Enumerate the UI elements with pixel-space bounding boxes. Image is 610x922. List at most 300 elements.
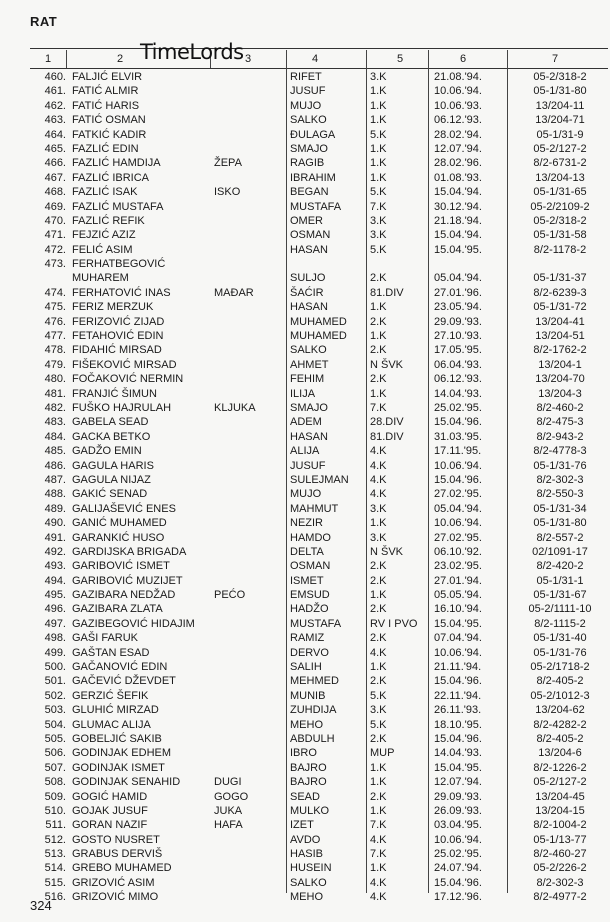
record-reference: 05-2/1012-3 (530, 689, 590, 702)
record-name: GAČEVIĆ DŽEVDET (72, 675, 176, 688)
record-name: FELIĆ ASIM (72, 243, 133, 256)
record-unit: 4.K (370, 488, 387, 501)
record-reference: 8/2-943-2 (536, 430, 584, 443)
record-reference: 13/204-45 (535, 790, 585, 803)
record-reference: 05-1/31-76 (533, 459, 587, 472)
record-unit: 2.K (370, 272, 387, 285)
record-date: 29.09.'93. (434, 790, 482, 803)
record-date: 27.02.'95. (434, 488, 482, 501)
record-unit: MUP (370, 747, 395, 760)
record-unit: 1.K (370, 517, 387, 530)
table-row (30, 70, 608, 84)
record-father-name: HUSEIN (290, 862, 332, 875)
record-name: FATIĆ ALMIR (72, 85, 139, 98)
record-father-name: SEAD (290, 790, 320, 803)
record-reference: 13/204-6 (538, 747, 582, 760)
record-reference: 05-1/13-77 (533, 833, 587, 846)
record-father-name: RAGIB (290, 157, 325, 170)
table-row (30, 171, 608, 185)
record-date: 05.04.'94. (434, 272, 482, 285)
record-number: 470. (44, 214, 66, 227)
record-unit: 5.K (370, 718, 387, 731)
record-unit: 1.K (370, 589, 387, 602)
record-unit: 7.K (370, 819, 387, 832)
record-number: 506. (44, 747, 66, 760)
record-date: 28.02.'96. (434, 157, 482, 170)
table-row (30, 128, 608, 142)
record-date: 30.12.'94. (434, 200, 482, 213)
record-father-name: MUHAMED (290, 315, 347, 328)
table-row (30, 790, 608, 804)
table-row (30, 99, 608, 113)
record-name: FOČAKOVIĆ NERMIN (72, 373, 184, 386)
record-name: FERIZOVIĆ ZIJAD (72, 315, 165, 328)
record-number: 486. (44, 459, 66, 472)
record-unit: 5.K (370, 128, 387, 141)
record-unit: 4.K (370, 445, 387, 458)
record-unit: 3.K (370, 214, 387, 227)
record-reference: 05-1/31-80 (533, 517, 587, 530)
record-name: FERIZ MERZUK (72, 301, 154, 314)
record-father-name: HASAN (290, 301, 328, 314)
record-date: 10.06.'94. (434, 833, 482, 846)
record-reference: 8/2-557-2 (536, 531, 584, 544)
record-number: 507. (44, 761, 66, 774)
record-date: 07.04.'94. (434, 632, 482, 645)
header-rule (30, 68, 608, 69)
record-unit: 7.K (370, 848, 387, 861)
record-father-name: MUJO (290, 488, 322, 501)
column-header-1: 1 (44, 53, 52, 65)
record-name: FALJIĆ ELVIR (72, 71, 143, 83)
table-row (30, 329, 608, 343)
record-reference: 05-2/2109-2 (530, 200, 590, 213)
table-row (30, 415, 608, 429)
record-father-name: AHMET (290, 358, 329, 371)
record-name: GOJAK JUSUF (72, 804, 148, 817)
record-father-name: EMSUD (290, 589, 330, 602)
record-reference: 13/204-70 (535, 373, 585, 386)
record-unit: 2.K (370, 315, 387, 328)
record-unit: 4.K (370, 833, 387, 846)
record-reference: 05-1/31-9 (536, 128, 584, 141)
record-nickname: PEĆO (214, 589, 246, 602)
record-number: 465. (44, 142, 66, 155)
record-number: 491. (44, 531, 66, 544)
record-number: 474. (44, 286, 66, 299)
record-number: 509. (44, 790, 66, 803)
record-date: 10.06.'94. (434, 646, 482, 659)
record-reference: 05-1/31-67 (533, 589, 587, 602)
record-unit: 1.K (370, 387, 387, 400)
table-row (30, 761, 608, 775)
record-number: 504. (44, 718, 66, 731)
record-nickname: KLJUKA (214, 401, 256, 414)
record-date: 15.04.'94. (434, 229, 482, 242)
record-name: GAZIBEGOVIĆ HIDAJIM (72, 617, 195, 630)
table-row (30, 861, 608, 875)
record-reference: 02/1091-17 (532, 545, 588, 558)
record-father-name: SALKO (290, 876, 327, 889)
record-date: 21.08.'94. (434, 71, 482, 83)
table-row (30, 502, 608, 516)
record-number: 471. (44, 229, 66, 242)
record-number: 515. (44, 876, 66, 889)
record-father-name: MEHO (290, 718, 323, 731)
record-number: 496. (44, 603, 66, 616)
record-number: 461. (44, 85, 66, 98)
record-name: GOGIĆ HAMID (72, 790, 148, 803)
record-reference: 05-1/31-37 (533, 272, 587, 285)
record-unit: 2.K (370, 373, 387, 386)
record-name: FATIĆ HARIS (72, 99, 140, 112)
record-nickname: ISKO (214, 186, 241, 199)
record-unit: 7.K (370, 200, 387, 213)
table-row (30, 214, 608, 228)
record-father-name: JUSUF (290, 85, 326, 98)
record-father-name: ĐULAGA (290, 128, 336, 141)
record-father-name: IBRAHIM (290, 171, 336, 184)
record-reference: 13/204-71 (535, 114, 585, 127)
record-number: 503. (44, 704, 66, 717)
record-date: 05.05.'94. (434, 589, 482, 602)
record-reference: 13/204-1 (538, 358, 582, 371)
record-name: FERHATBEGOVIĆ (72, 258, 166, 271)
record-father-name: OMER (290, 214, 323, 227)
record-father-name: MULKO (290, 804, 330, 817)
record-reference: 05-1/31-34 (533, 502, 587, 515)
record-number: 460. (44, 71, 66, 83)
record-father-name: MAHMUT (290, 502, 339, 515)
record-name: FAZLIĆ ISAK (72, 186, 138, 199)
table-row (30, 84, 608, 98)
record-father-name: MEHMED (290, 675, 339, 688)
record-unit: 1.K (370, 761, 387, 774)
record-unit: 1.K (370, 157, 387, 170)
record-number: 499. (44, 646, 66, 659)
record-nickname: HAFA (214, 819, 243, 832)
record-unit: 81.DIV (370, 286, 404, 299)
record-date: 12.07.'94. (434, 776, 482, 789)
record-number: 468. (44, 186, 66, 199)
record-father-name: SALKO (290, 344, 327, 357)
record-name: GLUHIĆ MIRZAD (72, 704, 159, 717)
table-row (30, 142, 608, 156)
record-list (30, 70, 608, 905)
record-reference: 05-2/127-2 (533, 142, 587, 155)
record-father-name: SULEJMAN (290, 473, 349, 486)
record-reference: 13/204-62 (535, 704, 585, 717)
table-row (30, 703, 608, 717)
record-number: 508. (44, 776, 66, 789)
record-reference: 05-1/31-65 (533, 186, 587, 199)
page-number: 324 (30, 898, 52, 913)
record-father-name: AVDO (290, 833, 321, 846)
record-unit: 5.K (370, 186, 387, 199)
column-header-5: 5 (396, 53, 404, 65)
record-date: 10.06.'94. (434, 85, 482, 98)
record-reference: 05-1/31-76 (533, 646, 587, 659)
table-row (30, 473, 608, 487)
record-name: GABELA SEAD (72, 416, 149, 429)
record-father-name: SALKO (290, 114, 327, 127)
record-unit: 2.K (370, 603, 387, 616)
record-father-name: ŠAĆIR (290, 286, 324, 299)
record-number: 510. (44, 804, 66, 817)
record-date: 25.02.'95. (434, 848, 482, 861)
record-unit: N ŠVK (370, 545, 404, 558)
record-reference: 05-1/31-40 (533, 632, 587, 645)
record-unit: 1.K (370, 776, 387, 789)
record-date: 17.05.'95. (434, 344, 482, 357)
table-row (30, 300, 608, 314)
record-number: 463. (44, 114, 66, 127)
table-row (30, 531, 608, 545)
record-number: 478. (44, 344, 66, 357)
record-reference: 05-2/1111-10 (528, 603, 592, 616)
record-unit: 2.K (370, 790, 387, 803)
record-name: GARANKIĆ HUSO (72, 531, 165, 544)
record-number: 500. (44, 661, 66, 674)
record-father-name: MUNIB (290, 689, 326, 702)
record-date: 25.02.'95. (434, 401, 482, 414)
record-date: 23.05.'94. (434, 301, 482, 314)
record-date: 18.10.'95. (434, 718, 482, 731)
record-date: 27.02.'95. (434, 531, 482, 544)
column-header-2: 2 (116, 53, 124, 65)
record-unit: 5.K (370, 689, 387, 702)
record-name: FERHATOVIĆ INAS (72, 286, 171, 299)
record-reference: 13/204-41 (535, 315, 585, 328)
record-name: GAŠI FARUK (72, 632, 139, 645)
record-name: GAŠTAN ESAD (72, 646, 150, 659)
record-name: FIDAHIĆ MIRSAD (72, 344, 162, 357)
column-header-row (30, 50, 608, 68)
column-header-7: 7 (551, 53, 559, 65)
record-father-name: ALIJA (290, 445, 320, 458)
record-name: GAZIBARA ZLATA (72, 603, 163, 616)
table-row (30, 818, 608, 832)
record-unit: 1.K (370, 804, 387, 817)
record-reference: 8/2-4282-2 (533, 718, 587, 731)
column-header-4: 4 (311, 53, 319, 65)
table-row (30, 689, 608, 703)
record-reference: 8/2-460-2 (536, 401, 584, 414)
record-name: GAČANOVIĆ EDIN (72, 661, 168, 674)
record-reference: 13/204-11 (535, 99, 585, 112)
table-row (30, 271, 608, 285)
record-reference: 8/2-420-2 (536, 560, 584, 573)
record-unit: 2.K (370, 632, 387, 645)
record-date: 01.08.'93. (434, 171, 482, 184)
record-date: 26.09.'93. (434, 804, 482, 817)
record-reference: 8/2-302-3 (536, 876, 584, 889)
record-reference: 05-2/127-2 (533, 776, 587, 789)
table-row (30, 343, 608, 357)
table-row (30, 487, 608, 501)
record-name: FATKIĆ KADIR (72, 128, 147, 141)
record-name: GACKA BETKO (72, 430, 151, 443)
record-reference: 05-1/31-72 (533, 301, 587, 314)
table-row (30, 200, 608, 214)
record-father-name: HADŽO (290, 603, 329, 616)
record-date: 15.04.'95. (434, 761, 482, 774)
record-number: 466. (44, 157, 66, 170)
record-name: FAZLIĆ IBRICA (72, 171, 150, 184)
table-row (30, 876, 608, 890)
record-number: 511. (45, 819, 66, 832)
record-name: GARDIJSKA BRIGADA (72, 545, 187, 558)
record-nickname: GOGO (214, 790, 249, 803)
record-name: GOSTO NUSRET (72, 833, 160, 846)
record-date: 16.10.'94. (434, 603, 482, 616)
record-reference: 8/2-1762-2 (533, 344, 587, 357)
record-name: GARIBOVIĆ MUZIJET (72, 574, 183, 587)
record-name: GREBO MUHAMED (72, 862, 172, 875)
record-date: 28.02.'94. (434, 128, 482, 141)
record-number: 489. (44, 502, 66, 515)
table-row (30, 674, 608, 688)
record-unit: 2.K (370, 732, 387, 745)
record-father-name: SMAJO (290, 142, 328, 155)
record-father-name: SALIH (290, 661, 322, 674)
record-name: GANIĆ MUHAMED (72, 517, 167, 530)
record-father-name: DERVO (290, 646, 329, 659)
record-father-name: HASAN (290, 430, 328, 443)
record-unit: 4.K (370, 891, 387, 904)
record-reference: 8/2-1115-2 (534, 617, 586, 630)
record-date: 26.11.'93. (434, 704, 482, 717)
record-father-name: BAJRO (290, 776, 327, 789)
record-number: 484. (44, 430, 66, 443)
table-row (30, 228, 608, 242)
record-name: GALIJAŠEVIĆ ENES (72, 502, 176, 515)
record-date: 14.04.'93. (434, 387, 482, 400)
record-number: 487. (44, 473, 66, 486)
table-row (30, 286, 608, 300)
record-unit: 1.K (370, 171, 387, 184)
table-row (30, 602, 608, 616)
table-row (30, 775, 608, 789)
record-unit: 1.K (370, 85, 387, 98)
record-reference: 05-2/318-2 (533, 214, 587, 227)
record-number: 469. (44, 200, 66, 213)
record-father-name: RIFET (290, 71, 322, 83)
table-row (30, 372, 608, 386)
table-row (30, 732, 608, 746)
record-number: 516. (44, 891, 66, 904)
record-unit: 1.K (370, 862, 387, 875)
record-number: 480. (44, 373, 66, 386)
record-reference: 13/204-51 (535, 330, 585, 343)
record-unit: 1.K (370, 301, 387, 314)
record-reference: 8/2-475-3 (536, 416, 584, 429)
table-row (30, 588, 608, 602)
record-father-name: ISMET (290, 574, 324, 587)
record-father-name: MUHAMED (290, 330, 347, 343)
table-row (30, 156, 608, 170)
record-father-name: FEHIM (290, 373, 325, 386)
record-number: 497. (44, 617, 66, 630)
record-date: 06.12.'93. (434, 114, 482, 127)
record-name: GRABUS DERVIŠ (72, 848, 163, 861)
record-unit: 1.K (370, 99, 387, 112)
record-date: 06.12.'93. (434, 373, 482, 386)
record-date: 14.04.'93. (434, 747, 482, 760)
record-father-name: JUSUF (290, 459, 326, 472)
record-number: 483. (44, 416, 66, 429)
record-name: GARIBOVIĆ ISMET (72, 560, 170, 573)
record-father-name: RAMIZ (290, 632, 325, 645)
record-name: GORAN NAZIF (72, 819, 148, 832)
record-date: 21.18.'94. (434, 214, 482, 227)
record-number: 477. (44, 330, 66, 343)
record-father-name: BEGAN (290, 186, 329, 199)
table-row (30, 559, 608, 573)
table-row (30, 804, 608, 818)
record-reference: 8/2-1226-2 (533, 761, 587, 774)
record-unit: 3.K (370, 71, 387, 83)
record-reference: 8/2-1178-2 (533, 243, 587, 256)
record-date: 06.10.'92. (434, 545, 482, 558)
record-date: 27.01.'96. (434, 286, 482, 299)
record-reference: 8/2-6731-2 (533, 157, 587, 170)
record-reference: 13/204-3 (538, 387, 582, 400)
record-name: GRIZOVIĆ ASIM (72, 876, 155, 889)
record-date: 29.09.'93. (434, 315, 482, 328)
record-nickname: JUKA (214, 804, 243, 817)
record-nickname: MAĐAR (214, 286, 254, 299)
record-number: 475. (44, 301, 66, 314)
record-date: 21.11.'94. (434, 661, 482, 674)
record-father-name: MUJO (290, 99, 322, 112)
record-date: 17.11.'95. (434, 445, 482, 458)
record-unit: 2.K (370, 560, 387, 573)
record-reference: 8/2-550-3 (536, 488, 584, 501)
record-name: MUHAREM (72, 272, 129, 285)
record-name: GAGULA NIJAZ (72, 473, 151, 486)
table-row (30, 430, 608, 444)
column-header-3: 3 (244, 53, 252, 65)
record-name: FRANJIĆ ŠIMUN (72, 387, 157, 400)
record-date: 15.04.'95. (434, 243, 482, 256)
table-row (30, 847, 608, 861)
record-number: 472. (44, 243, 66, 256)
record-number: 501. (44, 675, 66, 688)
record-reference: 05-1/31-58 (533, 229, 587, 242)
record-number: 479. (44, 358, 66, 371)
record-reference: 05-1/31-1 (536, 574, 584, 587)
table-row (30, 185, 608, 199)
record-father-name: ABDULH (290, 732, 335, 745)
record-number: 467. (44, 171, 66, 184)
record-father-name: HASAN (290, 243, 328, 256)
record-date: 05.04.'94. (434, 502, 482, 515)
record-father-name: BAJRO (290, 761, 327, 774)
table-row (30, 243, 608, 257)
record-unit: 4.K (370, 876, 387, 889)
record-number: 481. (44, 387, 66, 400)
table-row (30, 387, 608, 401)
record-name: GERZIĆ ŠEFIK (72, 689, 149, 702)
record-father-name: NEZIR (290, 517, 323, 530)
record-reference: 8/2-405-2 (536, 732, 584, 745)
record-number: 488. (44, 488, 66, 501)
record-number: 495. (44, 589, 66, 602)
record-reference: 8/2-460-27 (533, 848, 587, 861)
record-name: FEJZIĆ AZIZ (72, 229, 136, 242)
record-date: 15.04.'96. (434, 473, 482, 486)
